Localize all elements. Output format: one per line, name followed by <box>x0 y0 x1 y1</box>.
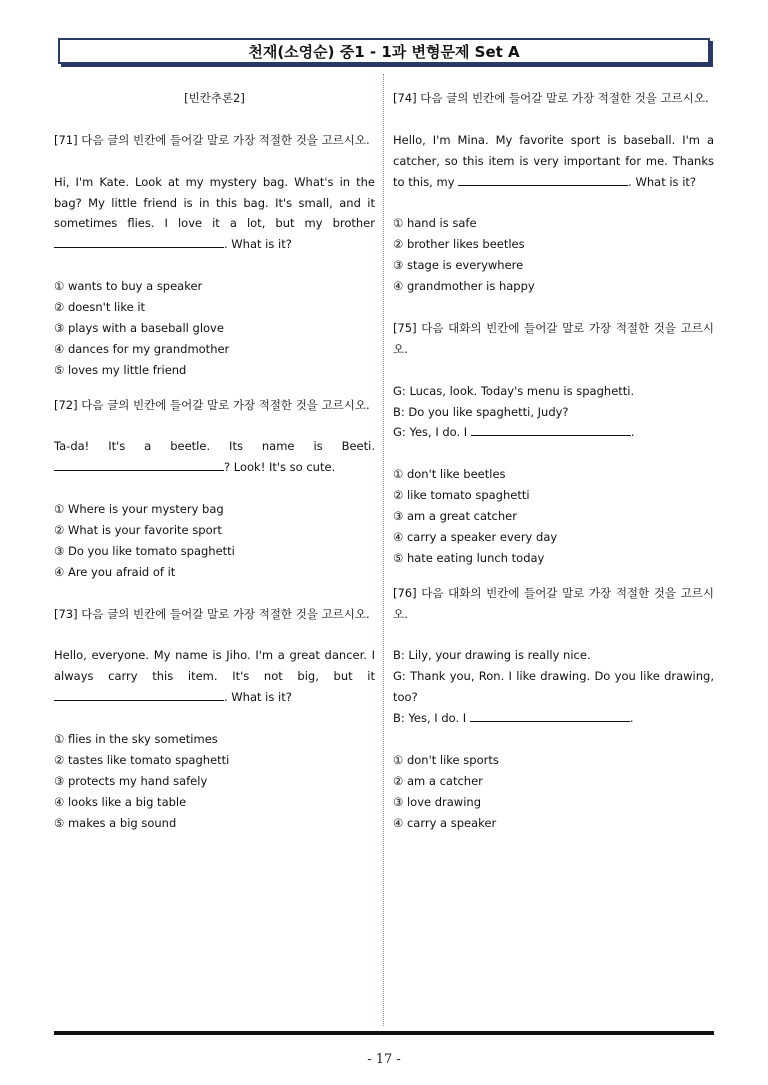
column-divider <box>383 74 384 1026</box>
answer-blank <box>458 173 628 186</box>
question-prompt: [71] 다음 글의 빈칸에 들어갈 말로 가장 적절한 것을 고르시오. <box>54 132 370 147</box>
question-passage: Hello, I'm Mina. My favorite sport is baseball. I'm a catcher, so this item is very important for me. Thanks to this, my . What is it? <box>393 132 714 189</box>
option[interactable]: ④ carry a speaker <box>393 815 497 830</box>
option[interactable]: ⑤ makes a big sound <box>54 815 177 830</box>
answer-blank <box>54 688 224 701</box>
dialogue-line: B: Yes, I do. I . <box>393 711 634 726</box>
option[interactable]: ③ am a great catcher <box>393 509 517 524</box>
answer-blank <box>54 458 224 471</box>
option[interactable]: ⑤ loves my little friend <box>54 362 187 377</box>
question-73 <box>54 604 375 834</box>
option[interactable]: ③ stage is everywhere <box>393 258 524 273</box>
question-prompt: [73] 다음 글의 빈칸에 들어갈 말로 가장 적절한 것을 고르시오. <box>54 606 370 621</box>
question-75 <box>393 318 714 569</box>
page-header <box>58 38 710 64</box>
footer-rule <box>54 1031 714 1035</box>
question-74 <box>393 88 714 297</box>
option[interactable]: ② What is your favorite sport <box>54 523 222 538</box>
option[interactable]: ④ Are you afraid of it <box>54 564 176 579</box>
question-prompt: [74] 다음 글의 빈칸에 들어갈 말로 가장 적절한 것을 고르시오. <box>393 91 709 105</box>
page-title: 천재(소영순) 중1 - 1과 변형문제 Set A <box>248 42 520 61</box>
option[interactable]: ⑤ hate eating lunch today <box>393 550 545 565</box>
question-71 <box>54 130 375 381</box>
answer-blank <box>54 235 224 248</box>
dialogue-line: G: Lucas, look. Today's menu is spaghetti. <box>393 383 635 398</box>
option[interactable]: ② like tomato spaghetti <box>393 488 530 503</box>
option[interactable]: ① don't like beetles <box>393 467 506 482</box>
question-72 <box>54 395 375 583</box>
question-passage: Hello, everyone. My name is Jiho. I'm a great dancer. I always carry this item. It's not big, but it . What is it? <box>54 648 375 705</box>
option[interactable]: ① wants to buy a speaker <box>54 279 203 294</box>
option[interactable]: ③ plays with a baseball glove <box>54 320 224 335</box>
question-prompt: [75] 다음 대화의 빈칸에 들어갈 말로 가장 적절한 것을 고르시오. <box>393 320 714 356</box>
dialogue-line: G: Yes, I do. I . <box>393 425 635 440</box>
question-76 <box>393 583 714 834</box>
option[interactable]: ① flies in the sky sometimes <box>54 732 218 747</box>
right-column <box>393 88 714 834</box>
option[interactable]: ② brother likes beetles <box>393 237 525 252</box>
option[interactable]: ① hand is safe <box>393 216 477 231</box>
question-prompt: [72] 다음 글의 빈칸에 들어갈 말로 가장 적절한 것을 고르시오. <box>54 397 370 412</box>
dialogue-line: B: Lily, your drawing is really nice. <box>393 648 591 663</box>
option[interactable]: ① Where is your mystery bag <box>54 502 224 517</box>
option[interactable]: ② doesn't like it <box>54 300 146 315</box>
dialogue-line: B: Do you like spaghetti, Judy? <box>393 404 569 419</box>
question-prompt: [76] 다음 대화의 빈칸에 들어갈 말로 가장 적절한 것을 고르시오. <box>393 585 714 621</box>
option[interactable]: ② tastes like tomato spaghetti <box>54 752 230 767</box>
option[interactable]: ③ protects my hand safely <box>54 773 208 788</box>
option[interactable]: ④ dances for my grandmother <box>54 341 230 356</box>
question-passage-cont: ? Look! It's so cute. <box>54 457 375 478</box>
option[interactable]: ④ carry a speaker every day <box>393 529 558 544</box>
option[interactable]: ③ Do you like tomato spaghetti <box>54 543 235 558</box>
option[interactable]: ④ grandmother is happy <box>393 279 535 294</box>
question-passage: Hi, I'm Kate. Look at my mystery bag. What's in the bag? My little friend is in this bag. It's small, and it sometimes flies. I love it a lot, but my brother . What is it? <box>54 174 375 252</box>
left-column <box>54 88 375 834</box>
question-passage: Ta-da! It's a beetle. Its name is Beeti. <box>54 439 375 454</box>
option[interactable]: ③ love drawing <box>393 794 481 809</box>
option[interactable]: ④ looks like a big table <box>54 794 187 809</box>
page-number: - 17 - <box>367 1052 401 1067</box>
answer-blank <box>470 709 630 722</box>
section-label: [빈칸추론2] <box>184 91 245 105</box>
option[interactable]: ① don't like sports <box>393 752 499 767</box>
answer-blank <box>471 423 631 436</box>
option[interactable]: ② am a catcher <box>393 773 483 788</box>
dialogue-line: G: Thank you, Ron. I like drawing. Do you like drawing, too? <box>393 669 714 705</box>
